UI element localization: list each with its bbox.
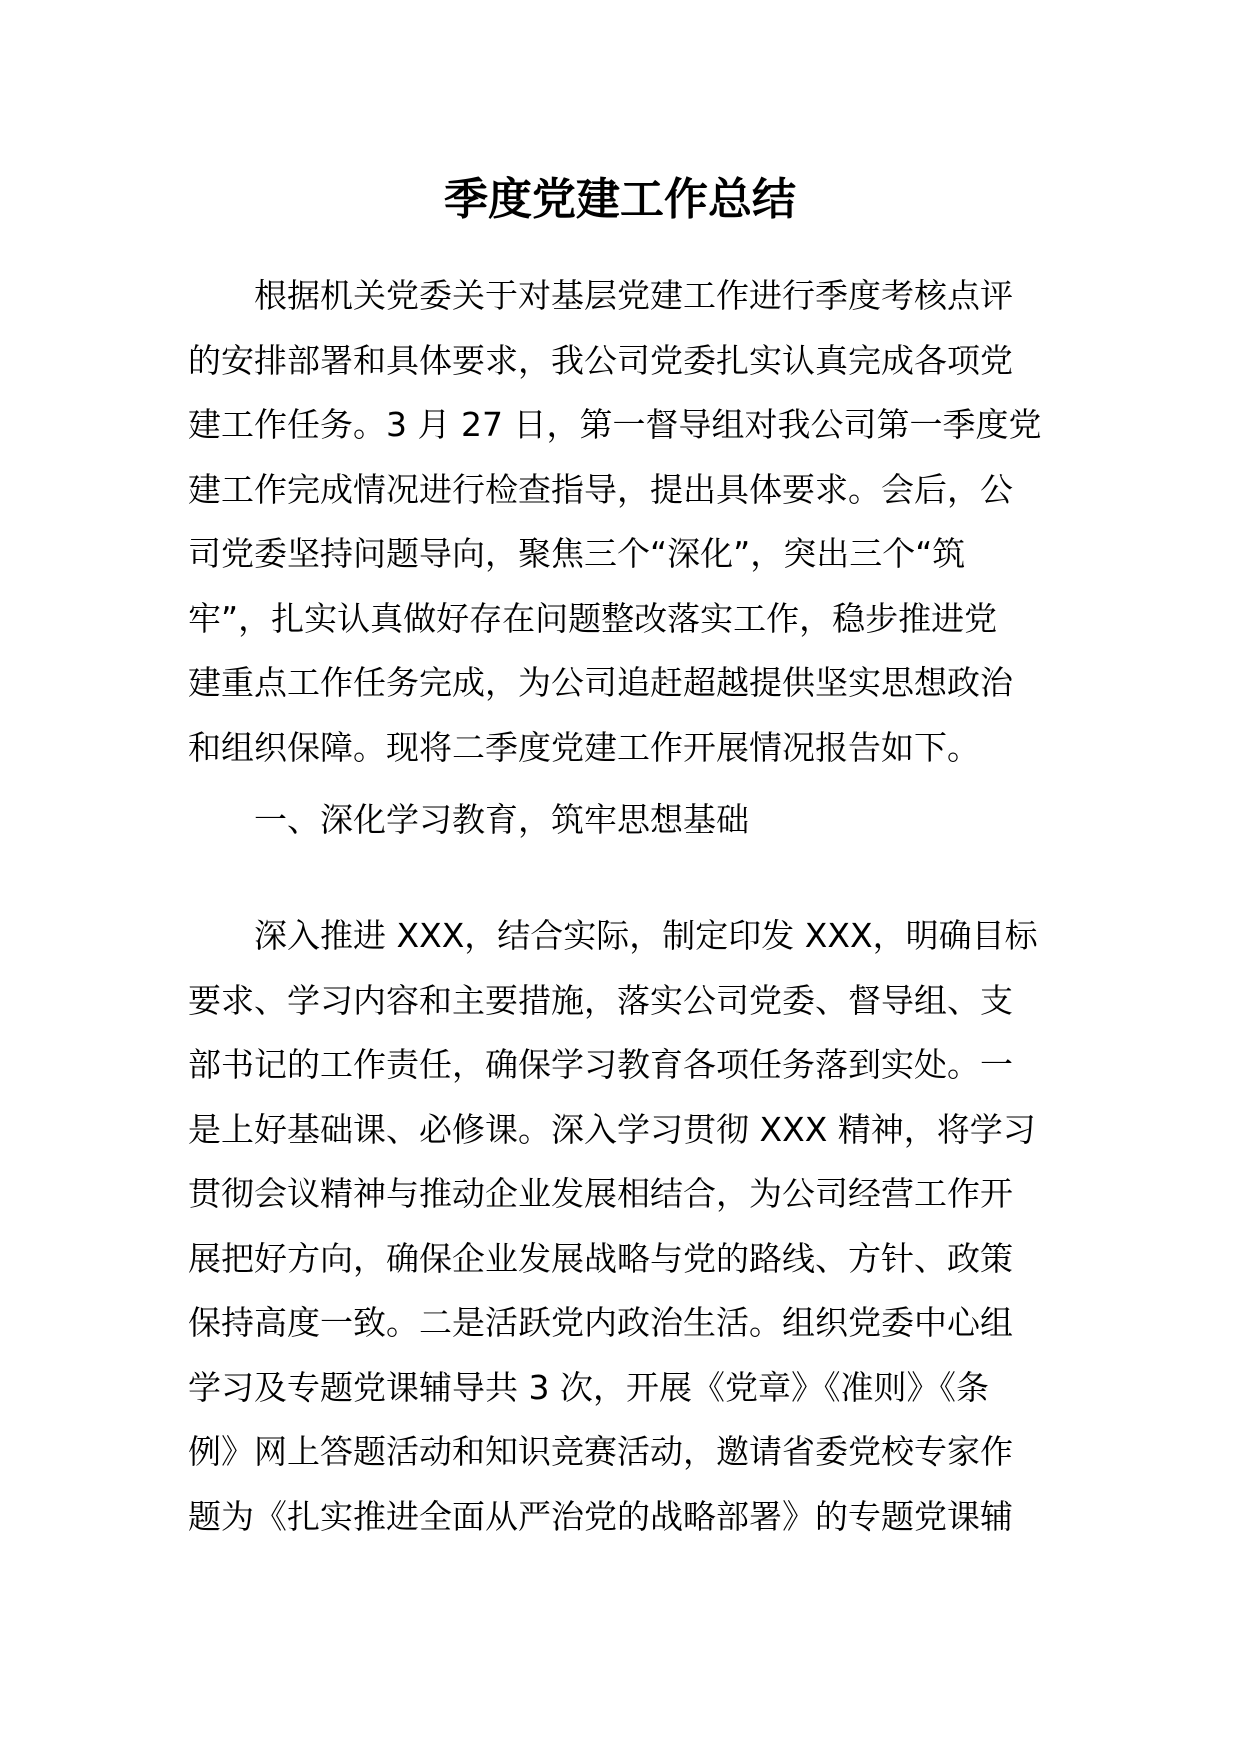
paragraph-line: 建工作任务。3 月 27 日，第一督导组对我公司第一季度党 <box>188 405 1042 444</box>
section-heading-text: 一、深化学习教育，筑牢思想基础 <box>254 800 749 839</box>
section-heading <box>188 788 1048 853</box>
paragraph-line: 部书记的工作责任，确保学习教育各项任务落到实处。一 <box>188 1045 1013 1084</box>
paragraph-line: 展把好方向，确保企业发展战略与党的路线、方针、政策 <box>188 1238 1013 1278</box>
paragraph-intro <box>188 264 1048 780</box>
paragraph-line: 题为《扎实推进全面从严治党的战略部署》的专题党课辅 <box>188 1496 1013 1536</box>
paragraph-line: 深入推进 XXX，结合实际，制定印发 XXX，明确目标 <box>254 916 1038 955</box>
paragraph-line: 的安排部署和具体要求，我公司党委扎实认真完成各项党 <box>188 340 1013 380</box>
paragraph-line: 司党委坚持问题导向，聚焦三个“深化”，突出三个“筑 <box>188 534 966 573</box>
paragraph-line: 和组织保障。现将二季度党建工作开展情况报告如下。 <box>188 727 980 767</box>
paragraph-line: 例》网上答题活动和知识竞赛活动，邀请省委党校专家作 <box>188 1432 1013 1471</box>
paragraph-line: 贯彻会议精神与推动企业发展相结合，为公司经营工作开 <box>188 1174 1013 1213</box>
paragraph-section-1 <box>188 904 1048 1549</box>
paragraph-line: 要求、学习内容和主要措施，落实公司党委、督导组、支 <box>188 980 1013 1020</box>
paragraph-line: 保持高度一致。二是活跃党内政治生活。组织党委中心组 <box>188 1303 1013 1342</box>
paragraph-line: 是上好基础课、必修课。深入学习贯彻 XXX 精神，将学习 <box>188 1109 1036 1149</box>
paragraph-line: 牢”，扎实认真做好存在问题整改落实工作，稳步推进党 <box>188 598 998 638</box>
paragraph-line: 建工作完成情况进行检查指导，提出具体要求。会后，公 <box>188 469 1013 509</box>
paragraph-line: 建重点工作任务完成，为公司追赶超越提供坚实思想政治 <box>188 663 1013 702</box>
paragraph-line: 学习及专题党课辅导共 3 次，开展《党章》《准则》《条 <box>188 1367 989 1407</box>
document-title: 季度党建工作总结 <box>444 174 796 225</box>
paragraph-line: 根据机关党委关于对基层党建工作进行季度考核点评 <box>254 276 1013 315</box>
